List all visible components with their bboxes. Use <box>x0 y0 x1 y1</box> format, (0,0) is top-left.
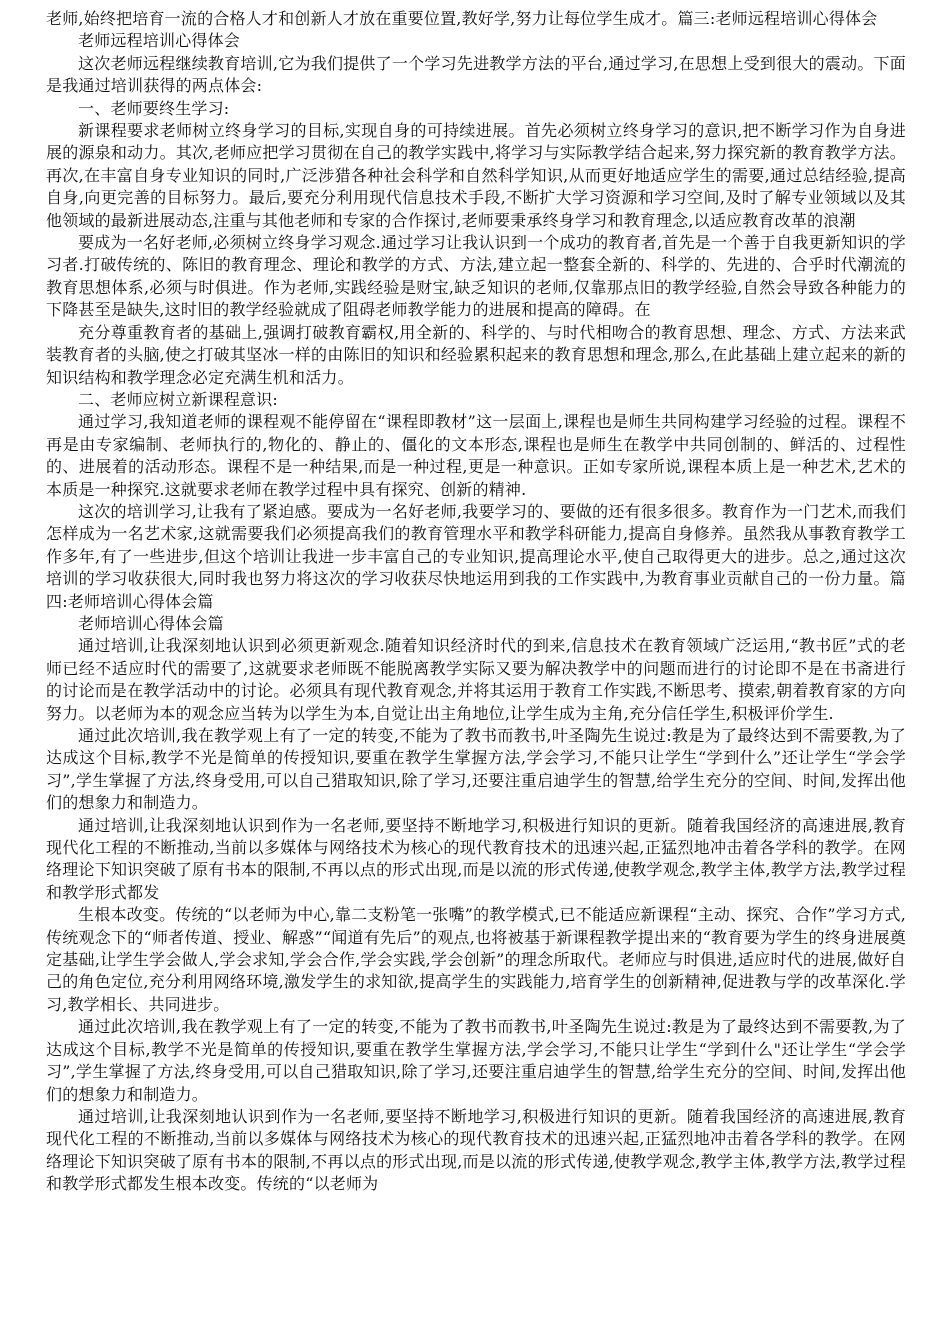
section-title: 老师培训心得体会篇 <box>78 613 224 633</box>
section-heading: 二、老师应树立新课程意识: <box>78 389 278 409</box>
paragraph: 这次老师远程继续教育培训,它为我们提供了一个学习先进教学方法的平台,通过学习,在思想上受到很大的震动。下面是我通过培训获得的两点体会: <box>46 53 906 96</box>
paragraph: 新课程要求老师树立终身学习的目标,实现自身的可持续进展。首先必须树立终身学习的意识,把不断学习作为自身进展的源泉和动力。其次,老师应把学习贯彻在自己的教学实践中,将学习与实际教学结合起来,努力探究新的教育教学方法。再次,在丰富自身专业知识的同时,广泛涉猎各种社会科学和自然科学知识,从而更好地适应学生的需要,通过总结经验,提高自身,向更完善的目标努力。最后,要充分利用现代信息技术手段,不断扩大学习资源和学习空间,及时了解专业领域以及其他领域的最新进展动态,注重与其他老师和专家的合作探讨,老师要秉承终身学习和教育理念,以适应教育改革的浪潮 <box>46 121 906 230</box>
paragraph: 老师,始终把培育一流的合格人才和创新人才放在重要位置,教好学,努力让每位学生成才。篇三:老师远程培训心得体会 <box>46 9 878 28</box>
paragraph: 充分尊重教育者的基础上,强调打破教育霸权,用全新的、科学的、与时代相吻合的教育思想、理念、方式、方法来武装教育者的头脑,使之打破其坚冰一样的由陈旧的知识和经验累积起来的教育思想和理念,那么,在此基础上建立起来的新的知识结构和教学理念必定充满生机和活力。 <box>46 322 906 387</box>
paragraph: 通过学习,我知道老师的课程观不能停留在“课程即教材”这一层面上,课程也是师生共同构建学习经验的过程。课程不再是由专家编制、老师执行的,物化的、静止的、僵化的文本形态,课程也是师生在教学中共同创制的、鲜活的、过程性的、进展着的活动形态。课程不是一种结果,而是一种过程,更是一种意识。正如专家所说,课程本质上是一种艺术,艺术的本质是一种探究.这就要求老师在教学过程中具有探究、创新的精神. <box>46 412 906 499</box>
paragraph: 生根本改变。传统的“以老师为中心,靠二支粉笔一张嘴”的教学模式,已不能适应新课程“主动、探究、合作”学习方式,传统观念下的“师者传道、授业、解惑”“闻道有先后”的观点,也将被基于新课程教学提出来的“教育要为学生的终身进展奠定基础,让学生学会做人,学会求知,学会合作,学会实践,学会创新”的理念所取代。老师应与时俱进,适应时代的进展,做好自己的角色定位,充分利用网络环境,激发学生的求知欲,提高学生的实践能力,培育学生的创新精神,促进教与学的改革深化.学习,教学相长、共同进步。 <box>46 905 906 1014</box>
paragraph: 通过此次培训,我在教学观上有了一定的转变,不能为了教书而教书,叶圣陶先生说过:教是为了最终达到不需要教,为了达成这个目标,教学不光是简单的传授知识,要重在教学生掌握方法,学会学习,不能只让学生“学到什么"还让学生“学会学习”,学生掌握了方法,终身受用,可以自己猎取知识,除了学习,还要注重启迪学生的智慧,给学生充分的空间、时间,发挥出他们的想象力和制造力。 <box>46 1017 906 1104</box>
paragraph: 通过培训,让我深刻地认识到作为一名老师,要坚持不断地学习,积极进行知识的更新。随着我国经济的高速进展,教育现代化工程的不断推动,当前以多媒体与网络技术为核心的现代教育技术的迅速兴起,正猛烈地冲击着各学科的教学。在网络理论下知识突破了原有书本的限制,不再以点的形式出现,而是以流的形式传递,使教学观念,教学主体,教学方法,教学过程和教学形式都发生根本改变。传统的“以老师为 <box>46 1106 906 1194</box>
paragraph: 通过培训,让我深刻地认识到作为一名老师,要坚持不断地学习,积极进行知识的更新。随着我国经济的高速进展,教育现代化工程的不断推动,当前以多媒体与网络技术为核心的现代教育技术的迅速兴起,正猛烈地冲击着各学科的教学。在网络理论下知识突破了原有书本的限制,不再以点的形式出现,而是以流的形式传递,使教学观念,教学主体,教学方法,教学过程和教学形式都发 <box>46 815 906 902</box>
paragraph: 通过培训,让我深刻地认识到必须更新观念.随着知识经济时代的到来,信息技术在教育领域广泛运用,“教书匠”式的老师已经不适应时代的需要了,这就要求老师既不能脱离教学实际又要为解决教学中的问题而进行的讨论即不是在书斋进行的讨论而是在教学活动中的讨论。必须具有现代教育观念,并将其运用于教育工作实践,不断思考、摸索,朝着教育家的方向努力。以老师为本的观念应当转为以学生为本,自觉让出主角地位,让学生成为主角,充分信任学生,积极评价学生. <box>46 636 906 723</box>
section-heading: 一、老师要终生学习: <box>78 98 230 118</box>
paragraph: 这次的培训学习,让我有了紧迫感。要成为一名好老师,我要学习的、要做的还有很多很多。教育作为一门艺术,而我们怎样成为一名艺术家,这就需要我们必须提高我们的教育管理水平和教学科研能力,提高自身修养。虽然我从事教育教学工作多年,有了一些进步,但这个培训让我进一步丰富自己的专业知识,提高理论水平,使自己取得更大的进步。总之,通过这次培训的学习收获很大,同时我也努力将这次的学习收获尽快地运用到我的工作实践中,为教育事业贡献自己的一份力量。篇四:老师培训心得体会篇 <box>46 501 906 611</box>
paragraph: 通过此次培训,我在教学观上有了一定的转变,不能为了教书而教书,叶圣陶先生说过:教是为了最终达到不需要教,为了达成这个目标,教学不光是简单的传授知识,要重在教学生掌握方法,学会学习,不能只让学生“学到什么”还让学生“学会学习”,学生掌握了方法,终身受用,可以自己猎取知识,除了学习,还要注重启迪学生的智慧,给学生充分的空间、时间,发挥出他们的想象力和制造力。 <box>46 726 906 813</box>
paragraph: 要成为一名好老师,必须树立终身学习观念.通过学习让我认识到一个成功的教育者,首先是一个善于自我更新知识的学习者.打破传统的、陈旧的教育理念、理论和教学的方式、方法,建立起一整套全新的、科学的、先进的、合乎时代潮流的教育思想体系,必须与时俱进。作为老师,实践经验是财宝,缺乏知识的老师,仅靠那点旧的教学经验,自然会导致各种能力的下降甚至是缺失,这时旧的教学经验就成了阻碍老师教学能力的进展和提高的障碍。在 <box>46 233 906 320</box>
section-title: 老师远程培训心得体会 <box>78 31 241 51</box>
